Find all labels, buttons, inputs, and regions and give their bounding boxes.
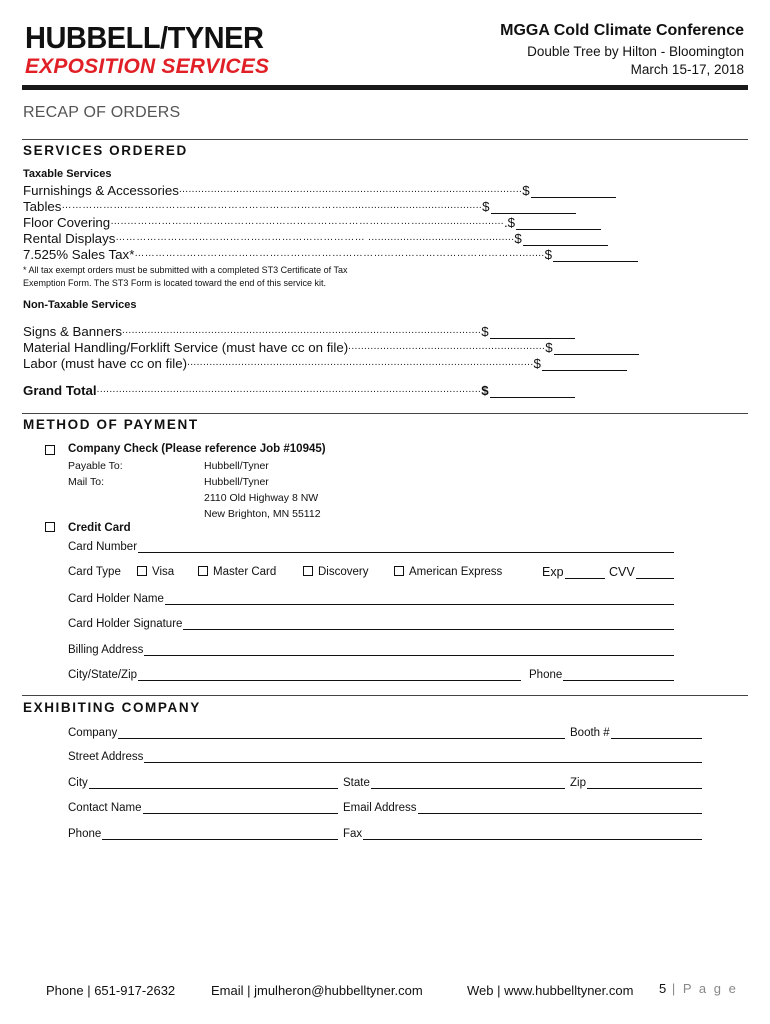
zip-label: Zip — [570, 777, 586, 789]
conference-venue: Double Tree by Hilton - Bloomington — [527, 44, 744, 59]
service-line-sales-tax — [23, 246, 567, 262]
company-check-label: Company Check (Please reference Job #10945) — [68, 443, 326, 455]
company-field[interactable] — [68, 725, 565, 739]
state-label: State — [343, 777, 370, 789]
leader-dots: ………………………………………………………………………............................................ — [61, 200, 483, 211]
leader-dots: ......................................................................................................................... — [96, 384, 482, 395]
service-label: Floor Covering — [23, 215, 111, 230]
dollar-sign: .$ — [503, 215, 516, 230]
footer-email: Email | jmulheron@hubbelltyner.com — [211, 983, 423, 998]
leader-dots: ……………………………………………………………… .............................................. — [115, 232, 515, 243]
phone-input[interactable] — [102, 828, 338, 840]
card-number-field[interactable] — [68, 539, 674, 553]
city-field[interactable] — [68, 775, 338, 789]
leader-dots: …..……….………………………………………………………………….......................... — [110, 216, 504, 227]
phone-field[interactable] — [68, 826, 338, 840]
tax-exempt-note: * All tax exempt orders must be submitted with a completed ST3 Certificate of Tax — [23, 265, 348, 275]
mail-to-label: Mail To: — [68, 476, 104, 488]
payable-to-value: Hubbell/Tyner — [204, 460, 269, 472]
conference-dates: March 15-17, 2018 — [630, 62, 744, 77]
master-card-checkbox[interactable] — [198, 566, 208, 576]
grand-total-field[interactable] — [490, 384, 575, 398]
service-label: Signs & Banners — [23, 324, 123, 339]
leader-dots: ............................................................................................................ — [178, 184, 523, 195]
service-line-rental-displays — [23, 230, 567, 246]
amount-field[interactable] — [554, 341, 639, 355]
booth-field[interactable] — [570, 725, 702, 739]
amount-field[interactable] — [531, 184, 616, 198]
city-state-zip-input[interactable] — [138, 669, 521, 681]
phone-label: Phone — [68, 828, 102, 840]
page-title: RECAP OF ORDERS — [23, 104, 181, 121]
services-section-title: SERVICES ORDERED — [23, 143, 188, 158]
credit-card-label: Credit Card — [68, 522, 131, 534]
fax-label: Fax — [343, 828, 363, 840]
city-state-zip-label: City/State/Zip — [68, 669, 138, 681]
company-input[interactable] — [118, 727, 565, 739]
state-field[interactable] — [343, 775, 565, 789]
visa-label: Visa — [152, 566, 175, 578]
leader-dots: …………………………………………………………………………………………………........ — [134, 248, 545, 259]
service-line-labor — [23, 355, 567, 371]
footer-phone: Phone | 651-917-2632 — [46, 983, 176, 998]
payment-section-title: METHOD OF PAYMENT — [23, 417, 199, 432]
contact-name-input[interactable] — [143, 802, 338, 814]
amount-field[interactable] — [523, 232, 608, 246]
city-label: City — [68, 777, 88, 789]
service-line-furnishings — [23, 182, 567, 198]
service-line-floor-covering — [23, 214, 567, 230]
amount-field[interactable] — [491, 200, 576, 214]
mail-to-line: New Brighton, MN 55112 — [204, 508, 321, 520]
service-label: Furnishings & Accessories — [23, 183, 179, 198]
leader-dots: ............................................................................................................. — [187, 357, 534, 368]
service-label: Rental Displays — [23, 231, 116, 246]
service-label: Tables — [23, 199, 62, 214]
dollar-sign: $ — [522, 183, 530, 198]
taxable-services-heading: Taxable Services — [23, 168, 112, 180]
mail-to-line: 2110 Old Highway 8 NW — [204, 492, 319, 504]
billing-address-field[interactable] — [68, 642, 674, 656]
booth-input[interactable] — [611, 727, 702, 739]
non-taxable-services-heading: Non-Taxable Services — [23, 299, 137, 311]
page-number — [659, 981, 738, 996]
exhibitor-section-title: EXHIBITING COMPANY — [23, 700, 201, 715]
section-divider — [22, 413, 748, 414]
card-holder-signature-input[interactable] — [183, 618, 674, 630]
master-card-label: Master Card — [213, 566, 277, 578]
amount-field[interactable] — [490, 325, 575, 339]
cvv-label: CVV — [609, 565, 635, 579]
email-address-field[interactable] — [343, 800, 702, 814]
payable-to-label: Payable To: — [68, 460, 123, 472]
company-label: Company — [68, 727, 118, 739]
cvv-field[interactable] — [609, 565, 674, 579]
zip-field[interactable] — [570, 775, 702, 789]
amount-field[interactable] — [516, 216, 601, 230]
fax-input[interactable] — [363, 828, 702, 840]
street-address-field[interactable] — [68, 749, 702, 763]
amount-field[interactable] — [553, 248, 638, 262]
company-logo-name: HUBBELL/TYNER — [25, 22, 264, 56]
page-number-value: 5 — [659, 981, 667, 996]
mail-to-line: Hubbell/Tyner — [204, 476, 269, 488]
service-label: Material Handling/Forklift Service (must have cc on file) — [23, 340, 349, 355]
exp-input[interactable] — [565, 567, 605, 579]
conference-title: MGGA Cold Climate Conference — [500, 22, 744, 39]
dollar-sign: $ — [545, 340, 553, 355]
contact-name-field[interactable] — [68, 800, 338, 814]
city-input[interactable] — [89, 777, 338, 789]
billing-phone-label: Phone — [529, 669, 563, 681]
credit-card-checkbox[interactable] — [45, 522, 55, 532]
page-separator: | — [666, 981, 683, 996]
billing-phone-input[interactable] — [563, 669, 674, 681]
billing-address-label: Billing Address — [68, 644, 144, 656]
billing-address-input[interactable] — [144, 644, 674, 656]
dollar-sign: $ — [544, 247, 553, 262]
leader-dots: .............................................................. — [348, 341, 546, 352]
service-label: 7.525% Sales Tax* — [23, 247, 135, 262]
amount-field[interactable] — [542, 357, 627, 371]
street-address-label: Street Address — [68, 751, 144, 763]
email-address-label: Email Address — [343, 802, 417, 814]
discovery-checkbox[interactable] — [303, 566, 313, 576]
dollar-sign: $ — [481, 383, 489, 398]
booth-label: Booth # — [570, 727, 610, 739]
email-address-input[interactable] — [418, 802, 702, 814]
exp-field[interactable] — [542, 565, 605, 579]
grand-total-label: Grand Total — [23, 383, 97, 398]
american-express-label: American Express — [409, 566, 503, 578]
tax-exempt-note: Exemption Form. The ST3 Form is located toward the end of this service kit. — [23, 278, 326, 288]
street-address-input[interactable] — [144, 751, 702, 763]
card-holder-name-label: Card Holder Name — [68, 593, 164, 605]
card-holder-signature-label: Card Holder Signature — [68, 618, 183, 630]
header-divider — [22, 85, 748, 90]
card-holder-name-input[interactable] — [165, 593, 674, 605]
card-number-label: Card Number — [68, 541, 138, 553]
section-divider — [22, 695, 748, 696]
exp-label: Exp — [542, 565, 564, 579]
american-express-checkbox[interactable] — [394, 566, 404, 576]
cvv-input[interactable] — [636, 567, 674, 579]
discovery-label: Discovery — [318, 566, 369, 578]
footer-web: Web | www.hubbelltyner.com — [467, 983, 634, 998]
section-divider — [22, 139, 748, 140]
dollar-sign: $ — [514, 231, 522, 246]
billing-phone-field[interactable] — [529, 667, 674, 681]
contact-name-label: Contact Name — [68, 802, 142, 814]
page-word: P a g e — [682, 981, 738, 996]
service-line-signs-banners — [23, 323, 567, 339]
service-label: Labor (must have cc on file) — [23, 356, 188, 371]
card-holder-signature-field[interactable] — [68, 616, 674, 630]
city-state-zip-field[interactable] — [68, 667, 521, 681]
service-line-tables — [23, 198, 567, 214]
dollar-sign: $ — [482, 199, 490, 214]
dollar-sign: $ — [481, 324, 489, 339]
card-type-label: Card Type — [68, 566, 121, 578]
card-holder-name-field[interactable] — [68, 591, 674, 605]
card-number-input[interactable] — [138, 541, 674, 553]
zip-input[interactable] — [587, 777, 702, 789]
dollar-sign: $ — [533, 356, 541, 371]
fax-field[interactable] — [343, 826, 702, 840]
visa-checkbox[interactable] — [137, 566, 147, 576]
company-check-checkbox[interactable] — [45, 445, 55, 455]
grand-total-line — [23, 382, 567, 398]
service-line-material-handling — [23, 339, 567, 355]
leader-dots: ................................................................................................................. — [122, 325, 482, 336]
state-input[interactable] — [371, 777, 565, 789]
company-logo-tagline: EXPOSITION SERVICES — [25, 55, 270, 78]
